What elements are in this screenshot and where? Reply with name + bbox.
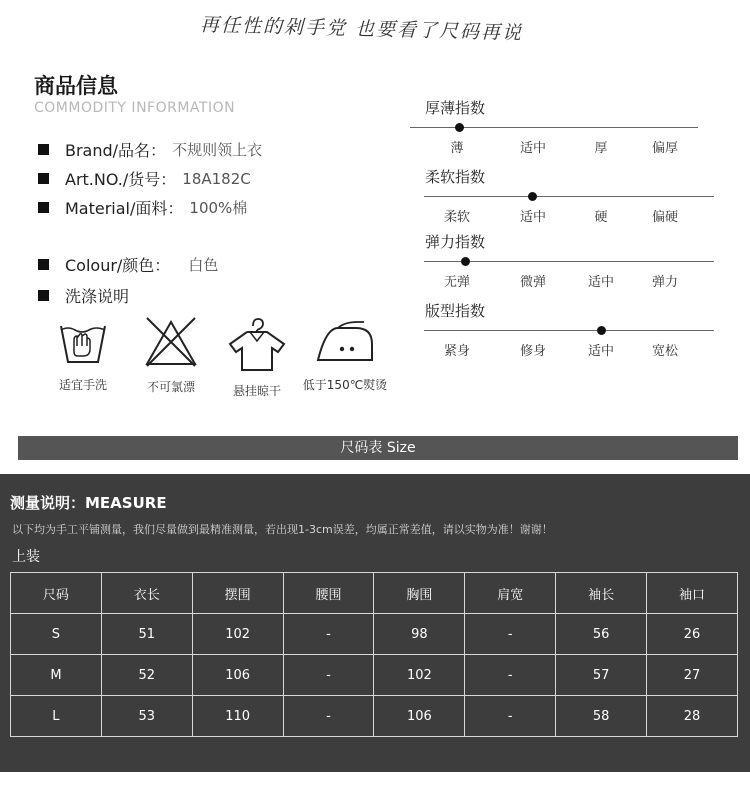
index-option-label: 微弹: [519, 275, 546, 290]
wash-label-hand: 适宜手洗: [58, 378, 107, 392]
measure-section: [0, 474, 750, 772]
index-marker: [455, 123, 464, 132]
table-cell: 102: [192, 614, 283, 655]
table-cell: 28: [647, 696, 738, 737]
index-scale-line: [424, 330, 714, 331]
table-header-cell: 腰围: [283, 573, 374, 614]
index-option-label: 偏厚: [651, 141, 678, 156]
table-cell: 98: [374, 614, 465, 655]
bullet-square-icon: [38, 290, 49, 301]
measure-note: 以下均为手工平铺测量，我们尽量做到最精准测量，若出现1-3cm误差，均属正常差值，请以实物为准！谢谢！: [12, 523, 553, 536]
table-cell: L: [11, 696, 102, 737]
bullet-square-icon: [38, 202, 49, 213]
table-cell: 27: [647, 655, 738, 696]
colour-label: Colour/颜色：: [65, 256, 171, 275]
index-option-label: 厚: [594, 141, 608, 156]
measure-title: 测量说明：MEASURE: [10, 494, 167, 512]
wash-label-bleach: 不可氯漂: [146, 380, 195, 394]
table-cell: 102: [374, 655, 465, 696]
table-header-cell: 袖长: [556, 573, 647, 614]
spec-material: [38, 196, 247, 219]
table-cell: 56: [556, 614, 647, 655]
index-marker: [461, 257, 470, 266]
table-cell: -: [465, 655, 556, 696]
index-option-label: 宽松: [651, 344, 678, 359]
wash-label-hang: 悬挂晾干: [232, 384, 281, 398]
table-cell: M: [11, 655, 102, 696]
table-cell: 53: [101, 696, 192, 737]
table-cell: S: [11, 614, 102, 655]
brand-label: Brand/品名：: [65, 141, 167, 160]
washing-label: 洗涤说明: [65, 287, 130, 306]
hang-dry-icon: [228, 316, 286, 372]
table-row: [11, 655, 738, 696]
index-option-label: 适中: [587, 344, 614, 359]
spec-washing: [38, 284, 129, 307]
spec-colour: [38, 253, 218, 276]
wash-item-hand: [38, 316, 128, 393]
index-option-label: 修身: [519, 344, 546, 359]
material-value: 100%棉: [189, 199, 248, 217]
index-option-label: 无弹: [443, 275, 470, 290]
index-option-label: 适中: [519, 210, 546, 225]
no-bleach-icon: [143, 316, 199, 368]
table-row: [11, 614, 738, 655]
table-header-row: [11, 573, 738, 614]
table-cell: -: [283, 696, 374, 737]
table-cell: 57: [556, 655, 647, 696]
index-scale-line: [410, 127, 698, 128]
index-marker: [597, 326, 606, 335]
index-option-label: 硬: [594, 210, 608, 225]
table-cell: 52: [101, 655, 192, 696]
index-marker: [528, 192, 537, 201]
table-cell: -: [283, 655, 374, 696]
table-cell: 58: [556, 696, 647, 737]
material-label: Material/面料：: [65, 199, 184, 218]
iron-icon: [314, 316, 376, 366]
slogan: 再任性的剁手党 也要看了尺码再说: [199, 13, 524, 45]
index-option-label: 适中: [519, 141, 546, 156]
index-title: 版型指数: [425, 302, 486, 320]
size-table: [10, 572, 738, 737]
index-option-label: 适中: [587, 275, 614, 290]
table-cell: -: [283, 614, 374, 655]
bullet-square-icon: [38, 144, 49, 155]
artno-value: 18A182C: [182, 169, 251, 188]
index-title: 柔软指数: [425, 168, 486, 186]
table-header-cell: 衣长: [101, 573, 192, 614]
table-header-cell: 摆围: [192, 573, 283, 614]
wash-label-iron: 低于150℃熨烫: [302, 378, 388, 392]
spec-artno: [38, 167, 251, 190]
wash-item-hang: [212, 316, 302, 399]
table-cell: 51: [101, 614, 192, 655]
table-row: [11, 696, 738, 737]
bullet-square-icon: [38, 259, 49, 270]
index-scale-line: [424, 196, 714, 197]
artno-label: Art.NO./货号：: [65, 170, 177, 189]
table-cell: 106: [374, 696, 465, 737]
index-title: 厚薄指数: [425, 99, 486, 117]
table-cell: 110: [192, 696, 283, 737]
colour-value: 白色: [188, 256, 219, 274]
spec-brand: [38, 138, 262, 161]
table-cell: 106: [192, 655, 283, 696]
index-option-label: 薄: [450, 141, 464, 156]
table-cell: 26: [647, 614, 738, 655]
table-cell: -: [465, 696, 556, 737]
hand-wash-icon: [58, 316, 108, 366]
index-option-label: 紧身: [443, 344, 470, 359]
wash-item-bleach: [126, 316, 216, 395]
table-header-cell: 尺码: [11, 573, 102, 614]
index-title: 弹力指数: [425, 233, 486, 251]
table-header-cell: 肩宽: [465, 573, 556, 614]
index-option-label: 弹力: [651, 275, 678, 290]
info-subtitle: COMMODITY INFORMATION: [34, 100, 236, 116]
table-cell: -: [465, 614, 556, 655]
size-chart-header: 尺码表 Size: [18, 436, 738, 460]
category-label: 上装: [12, 549, 40, 565]
wash-item-iron: [300, 316, 390, 393]
index-option-label: 柔软: [443, 210, 470, 225]
brand-value: 不规则领上衣: [172, 141, 263, 159]
table-header-cell: 胸围: [374, 573, 465, 614]
info-title: 商品信息: [34, 74, 118, 98]
index-option-label: 偏硬: [651, 210, 678, 225]
table-header-cell: 袖口: [647, 573, 738, 614]
bullet-square-icon: [38, 173, 49, 184]
